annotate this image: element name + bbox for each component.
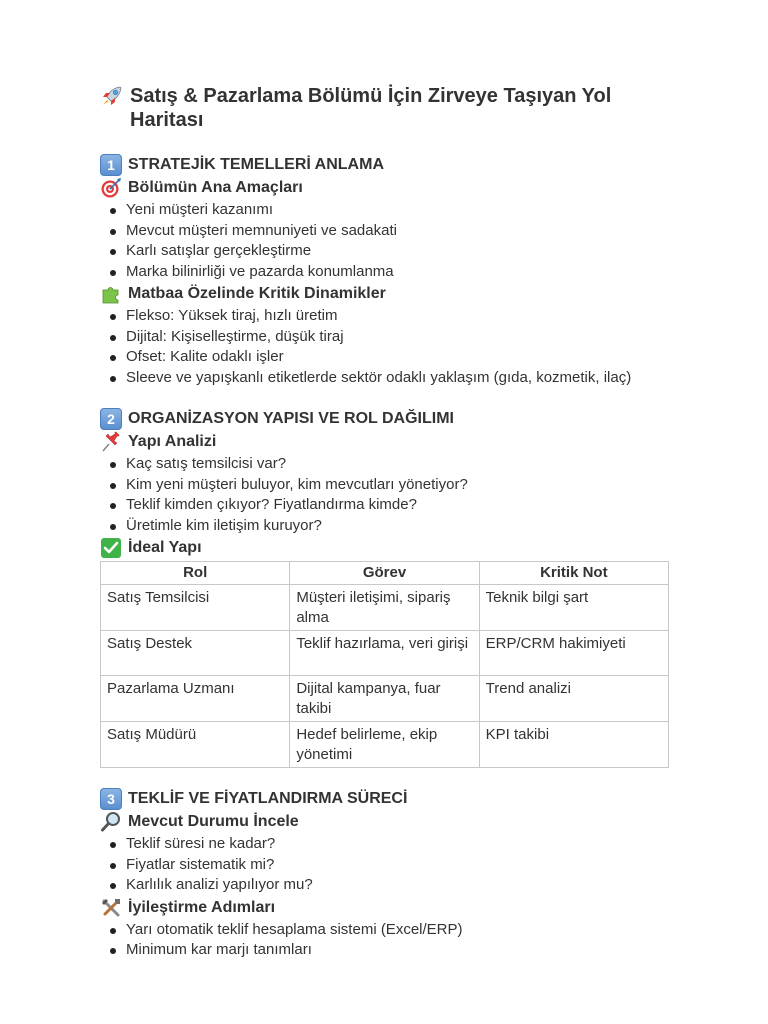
list-item: Marka bilinirliği ve pazarda konumlanma — [100, 262, 668, 283]
target-icon — [100, 177, 122, 199]
list-item: Karlılık analizi yapılıyor mu? — [100, 875, 668, 896]
table-cell: Trend analizi — [479, 676, 668, 722]
list-item: Fiyatlar sistematik mi? — [100, 855, 668, 876]
section-3-title: TEKLİF VE FİYATLANDIRMA SÜRECİ — [128, 790, 408, 807]
list-item: Flekso: Yüksek tiraj, hızlı üretim — [100, 306, 668, 327]
table-cell: ERP/CRM hakimiyeti — [479, 631, 668, 676]
list-item: Minimum kar marjı tanımları — [100, 940, 668, 961]
subsection-ideal-heading — [100, 537, 668, 559]
list-item: Teklif kimden çıkıyor? Fiyatlandırma kimde? — [100, 495, 668, 516]
table-row — [101, 585, 669, 631]
puzzle-icon — [100, 283, 122, 305]
section-1-title: STRATEJİK TEMELLERİ ANLAMA — [128, 156, 384, 173]
table-cell: Dijital kampanya, fuar takibi — [290, 676, 479, 722]
number-1-badge: 1 — [100, 154, 122, 176]
list-item: Teklif süresi ne kadar? — [100, 834, 668, 855]
current-state-list — [100, 834, 668, 896]
table-header-row — [101, 562, 669, 585]
table-cell: Pazarlama Uzmanı — [101, 676, 290, 722]
list-item: Yeni müşteri kazanımı — [100, 200, 668, 221]
table-cell: Satış Temsilcisi — [101, 585, 290, 631]
tools-icon — [100, 897, 122, 919]
subsection-dynamics-heading — [100, 283, 668, 305]
improvement-list — [100, 920, 668, 961]
list-item: Kaç satış temsilcisi var? — [100, 454, 668, 475]
table-cell: Teklif hazırlama, veri girişi — [290, 631, 479, 676]
table-cell: Satış Müdürü — [101, 722, 290, 768]
document-title: Satış & Pazarlama Bölümü İçin Zirveye Taşıyan Yol Haritası — [130, 85, 612, 131]
pushpin-icon — [100, 431, 122, 453]
list-item: Üretimle kim iletişim kuruyor? — [100, 516, 668, 537]
subsection-improve-heading — [100, 897, 668, 919]
table-cell: KPI takibi — [479, 722, 668, 768]
section-1-heading — [100, 154, 668, 176]
subsection-ideal-title: İdeal Yapı — [128, 539, 202, 556]
column-header-task: Görev — [290, 562, 479, 585]
number-2-badge: 2 — [100, 408, 122, 430]
table-cell: Satış Destek — [101, 631, 290, 676]
list-item: Kim yeni müşteri buluyor, kim mevcutları yönetiyor? — [100, 475, 668, 496]
table-cell: Teknik bilgi şart — [479, 585, 668, 631]
subsection-current-title: Mevcut Durumu İncele — [128, 813, 299, 830]
subsection-goals-heading — [100, 177, 668, 199]
document-title-row — [100, 84, 668, 132]
ideal-structure-table — [100, 561, 669, 768]
subsection-structure-title: Yapı Analizi — [128, 433, 217, 450]
list-item: Mevcut müşteri memnuniyeti ve sadakati — [100, 221, 668, 242]
dynamics-list — [100, 306, 668, 388]
column-header-critical-note: Kritik Not — [479, 562, 668, 585]
list-item: Ofset: Kalite odaklı işler — [100, 347, 668, 368]
number-3-badge: 3 — [100, 788, 122, 810]
list-item: Yarı otomatik teklif hesaplama sistemi (Excel/ERP) — [100, 920, 668, 941]
table-cell: Müşteri iletişimi, sipariş alma — [290, 585, 479, 631]
goals-list — [100, 200, 668, 282]
column-header-role: Rol — [101, 562, 290, 585]
list-item: Dijital: Kişiselleştirme, düşük tiraj — [100, 327, 668, 348]
subsection-improve-title: İyileştirme Adımları — [128, 898, 276, 916]
table-cell: Hedef belirleme, ekip yönetimi — [290, 722, 479, 768]
subsection-structure-heading — [100, 431, 668, 453]
section-2-heading — [100, 408, 668, 430]
subsection-current-heading — [100, 811, 668, 833]
table-row — [101, 631, 669, 676]
magnifier-icon — [100, 811, 122, 833]
list-item: Karlı satışlar gerçekleştirme — [100, 241, 668, 262]
section-2-title: ORGANİZASYON YAPISI VE ROL DAĞILIMI — [128, 410, 454, 427]
section-3-heading — [100, 788, 668, 810]
subsection-dynamics-title: Matbaa Özelinde Kritik Dinamikler — [128, 285, 386, 302]
subsection-goals-title: Bölümün Ana Amaçları — [128, 179, 303, 196]
check-mark-icon — [100, 537, 122, 559]
list-item: Sleeve ve yapışkanlı etiketlerde sektör odaklı yaklaşım (gıda, kozmetik, ilaç) — [100, 368, 668, 389]
rocket-icon — [100, 84, 124, 108]
structure-list — [100, 454, 668, 536]
table-row — [101, 676, 669, 722]
table-row — [101, 722, 669, 768]
